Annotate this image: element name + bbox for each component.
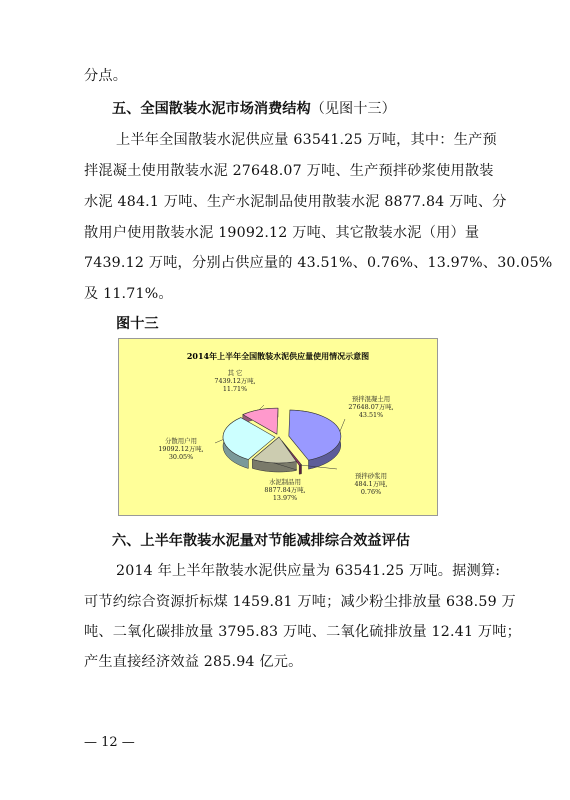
slice-percent: 0.76% bbox=[360, 488, 382, 496]
slice-name: 其 它 bbox=[227, 369, 243, 377]
pie-slices bbox=[223, 408, 341, 474]
section-5-heading bbox=[112, 99, 396, 119]
leader-line bbox=[340, 419, 345, 431]
section-6-line-1: 2014 年上半年散装水泥供应量为 63541.25 万吨。据测算: bbox=[116, 563, 501, 579]
section-6-heading: 六、上半年散装水泥量对节能减排综合效益评估 bbox=[112, 533, 410, 549]
pie-slice-side bbox=[299, 465, 301, 474]
slice-value: 27648.07万吨, bbox=[348, 403, 394, 411]
slice-percent: 30.05% bbox=[168, 453, 194, 461]
slice-labels bbox=[158, 368, 393, 502]
slice-percent: 13.97% bbox=[272, 494, 298, 502]
leader-line bbox=[215, 439, 223, 443]
slice-value: 19092.12万吨, bbox=[158, 445, 204, 453]
slice-percent: 11.71% bbox=[222, 385, 248, 393]
slice-label bbox=[158, 436, 203, 461]
slice-name: 水泥制品用 bbox=[269, 478, 301, 486]
section-5-line-3: 水泥 484.1 万吨、生产水泥制品使用散装水泥 8877.84 万吨、分 bbox=[84, 194, 507, 210]
slice-value: 8877.84万吨, bbox=[264, 486, 306, 494]
section-5-line-1: 上半年全国散装水泥供应量 63541.25 万吨，其中：生产预 bbox=[116, 132, 497, 148]
section-5-title: 五、全国散装水泥市场消费结构 bbox=[112, 101, 311, 117]
slice-value: 484.1万吨, bbox=[354, 480, 388, 488]
section-5-line-6: 及 11.71%。 bbox=[84, 286, 173, 302]
chart-title: 2014年上半年全国散装水泥供应量使用情况示意图 bbox=[186, 351, 370, 361]
page-number: — 12 — bbox=[84, 735, 135, 750]
section-5-line-4: 散用户使用散装水泥 19092.12 万吨、其它散装水泥（用）量 bbox=[84, 225, 480, 241]
section-6-line-3: 吨、二氧化碳排放量 3795.83 万吨、二氧化硫排放量 12.41 万吨； bbox=[84, 624, 522, 640]
slice-label bbox=[348, 394, 393, 419]
section-6-line-4: 产生直接经济效益 285.94 亿元。 bbox=[84, 654, 303, 670]
pie-chart-frame bbox=[118, 338, 438, 516]
pie-chart bbox=[119, 339, 437, 515]
section-5-figure-ref: （见图十三） bbox=[310, 101, 396, 117]
section-5-line-2: 拌混凝土使用散装水泥 27648.07 万吨、生产预拌砂浆使用散装 bbox=[84, 163, 494, 179]
section-5-line-5: 7439.12 万吨，分别占供应量的 43.51%、0.76%、13.97%、30.05% bbox=[84, 255, 553, 271]
slice-label bbox=[214, 368, 255, 393]
slice-name: 分散用户用 bbox=[165, 437, 197, 445]
slice-label bbox=[264, 477, 305, 502]
slice-value: 7439.12万吨, bbox=[214, 377, 256, 385]
paragraph-tail: 分点。 bbox=[84, 68, 128, 84]
section-6-line-2: 可节约综合资源折标煤 1459.81 万吨；减少粉尘排放量 638.59 万 bbox=[84, 594, 516, 610]
slice-name: 预拌混凝土用 bbox=[351, 395, 391, 403]
figure-label: 图十三 bbox=[116, 316, 159, 332]
slice-percent: 43.51% bbox=[358, 411, 384, 419]
slice-label bbox=[354, 471, 387, 496]
slice-name: 预拌砂浆用 bbox=[355, 472, 387, 480]
